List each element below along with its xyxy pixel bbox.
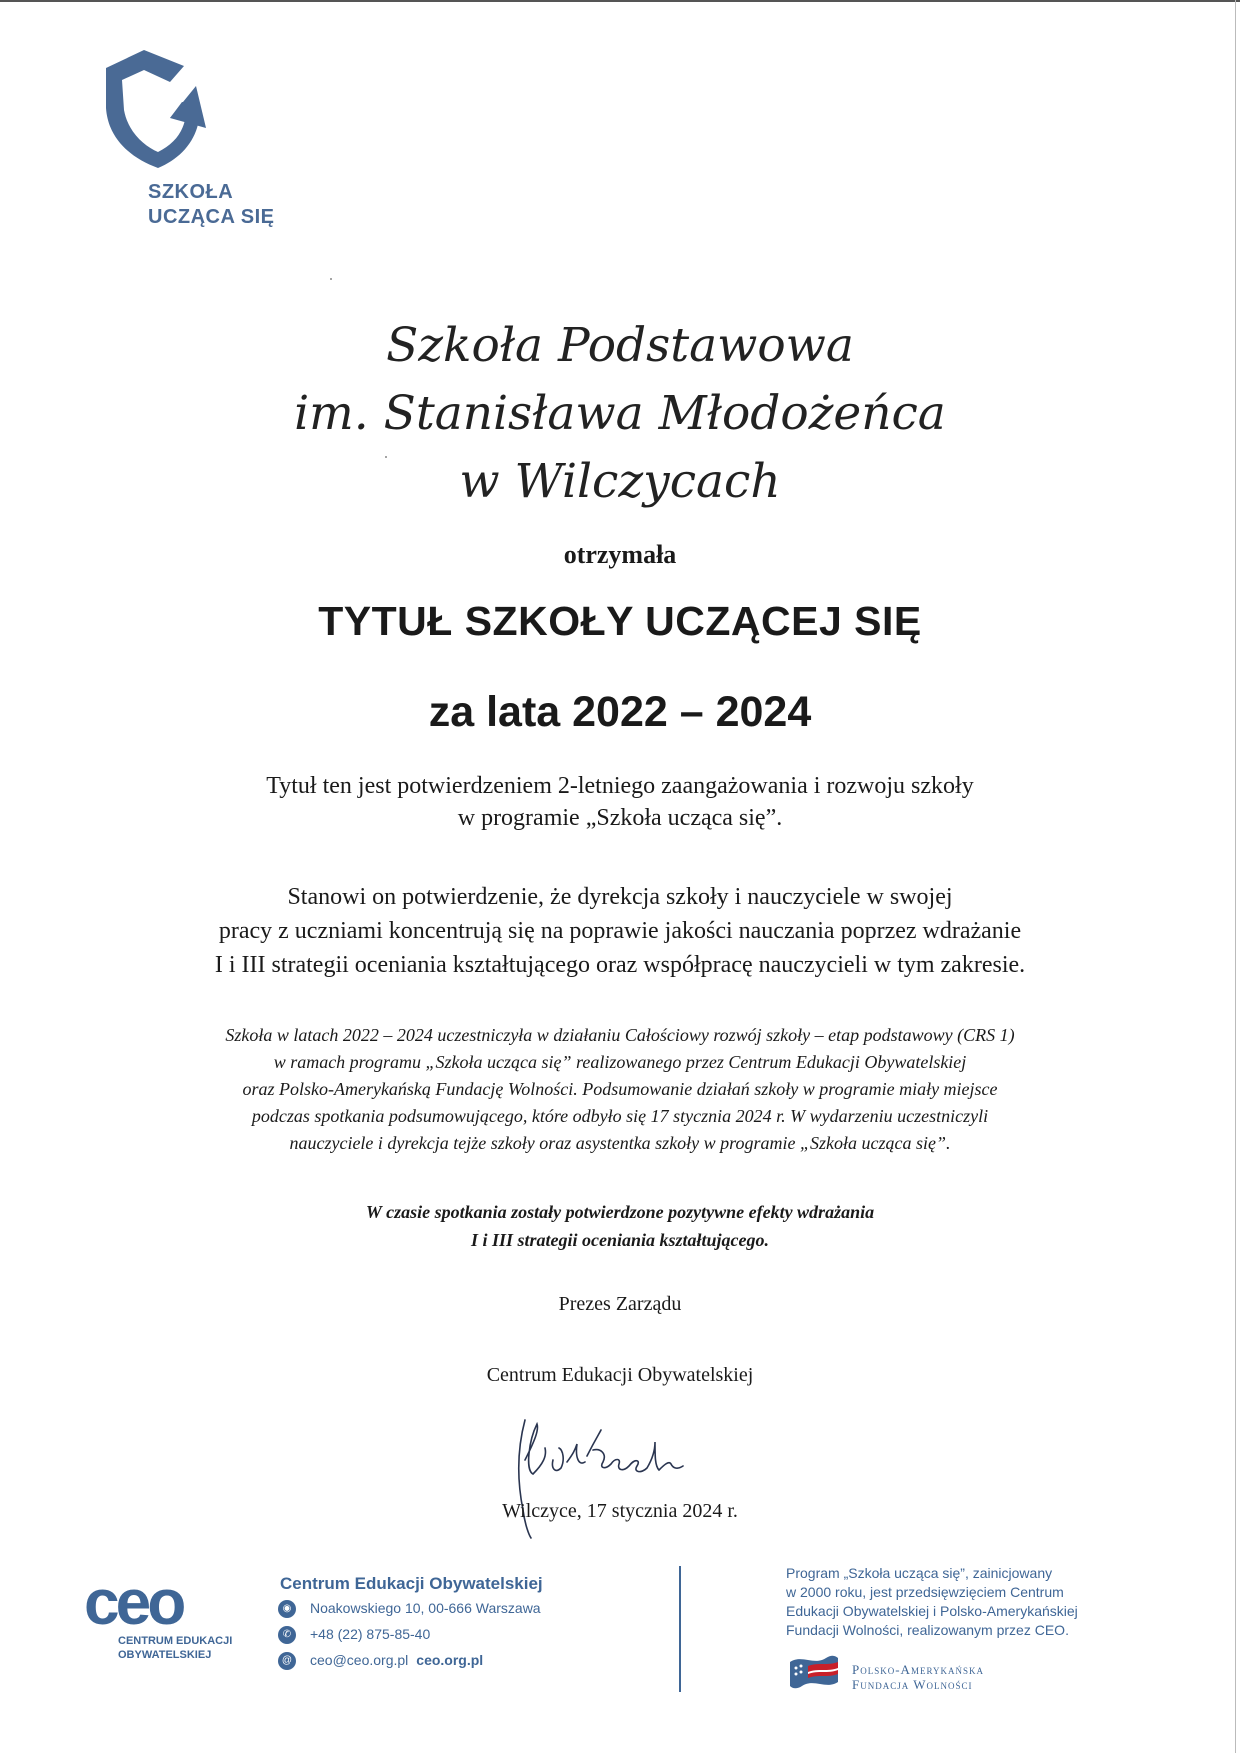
scan-top-edge	[0, 0, 1240, 2]
signatory-org: Centrum Edukacji Obywatelskiej	[486, 1364, 754, 1386]
shield-arrow-icon	[100, 48, 210, 168]
paragraph-4-line: W czasie spotkania zostały potwierdzone pozytywne efekty wdrażania	[365, 1202, 875, 1222]
paf-flag-icon	[788, 1652, 840, 1692]
program-line: Program „Szkoła ucząca się”, zainicjowany	[786, 1565, 1053, 1581]
ceo-logo	[84, 1566, 233, 1661]
program-line: w 2000 roku, jest przedsięwzięciem Centrum	[786, 1584, 1064, 1600]
received-label: otrzymała	[563, 540, 677, 569]
logo-line1: SZKOŁA	[148, 181, 234, 203]
program-line: Edukacji Obywatelskiej i Polsko-Amerykańskiej	[786, 1603, 1078, 1619]
scan-right-edge	[1235, 0, 1236, 1753]
phone-icon: ✆	[278, 1626, 296, 1644]
paragraph-3	[0, 1022, 1240, 1157]
certificate-title: TYTUŁ SZKOŁY UCZĄCEJ SIĘ	[318, 598, 922, 644]
ceo-logo-sub2: OBYWATELSKIEJ	[118, 1649, 212, 1661]
footer-phone	[278, 1626, 430, 1644]
footer-org-name: Centrum Edukacji Obywatelskiej	[280, 1574, 543, 1593]
paragraph-3-line: Szkoła w latach 2022 – 2024 uczestniczyła w działaniu Całościowy rozwój szkoły – etap podstawowy (CRS 1)	[225, 1025, 1015, 1045]
paragraph-2-line: I i III strategii oceniania kształtującego oraz współpracę nauczycieli w tym zakresie.	[214, 952, 1026, 978]
signatory-title: Prezes Zarządu	[558, 1293, 682, 1315]
paragraph-3-line: oraz Polsko-Amerykańską Fundację Wolności. Podsumowanie działań szkoły w programie miały miejsce	[242, 1079, 998, 1099]
email-icon: @	[278, 1652, 296, 1670]
paragraph-4-line: I i III strategii oceniania kształtującego.	[470, 1230, 770, 1250]
paragraph-3-line: w ramach programu „Szkoła ucząca się” realizowanego przez Centrum Edukacji Obywatelskiej	[273, 1052, 967, 1072]
website-link[interactable]: ceo.org.pl	[416, 1652, 484, 1668]
certificate-years: za lata 2022 – 2024	[428, 688, 812, 736]
program-description	[786, 1564, 1166, 1640]
location-icon: ◉	[278, 1600, 296, 1618]
school-line3: w Wilczycach	[459, 454, 781, 509]
school-name	[0, 312, 1240, 516]
phone-text: +48 (22) 875-85-40	[310, 1626, 431, 1642]
ceo-logo-sub1: CENTRUM EDUKACJI	[118, 1635, 233, 1647]
scan-speck	[330, 278, 332, 280]
paragraph-1-line: w programie „Szkoła ucząca się”.	[457, 805, 783, 831]
school-line2: im. Stanisława Młodożeńca	[294, 386, 946, 441]
paragraph-2-line: pracy z uczniami koncentrują się na poprawie jakości nauczania poprzez wdrażanie	[218, 918, 1022, 944]
paragraph-2	[0, 880, 1240, 982]
place-and-date: Wilczyce, 17 stycznia 2024 r.	[502, 1500, 738, 1522]
footer-contact-links	[278, 1652, 483, 1670]
ceo-logo-subtitle	[118, 1634, 248, 1662]
email-link[interactable]: ceo@ceo.org.pl	[310, 1652, 409, 1668]
footer-divider	[679, 1566, 681, 1692]
paf-line1: Polsko-Amerykańska	[852, 1662, 984, 1677]
paragraph-3-line: podczas spotkania podsumowującego, które odbyło się 17 stycznia 2024 r. W wydarzeniu uczestniczyli	[251, 1106, 989, 1126]
paragraph-3-line: nauczyciele i dyrekcja tejże szkoły oraz asystentka szkoły w programie „Szkoła ucząca się”.	[289, 1133, 951, 1153]
logo-line2: UCZĄCA SIĘ	[148, 206, 275, 228]
paragraph-2-line: Stanowi on potwierdzenie, że dyrekcja szkoły i nauczyciele w swojej	[287, 884, 953, 910]
program-line: Fundacji Wolności, realizowanym przez CEO.	[786, 1622, 1069, 1638]
address-text: Noakowskiego 10, 00-666 Warszawa	[310, 1600, 541, 1616]
school-line1: Szkoła Podstawowa	[386, 318, 854, 373]
program-logo-text	[148, 180, 274, 230]
paragraph-4	[0, 1198, 1240, 1254]
footer-address	[278, 1600, 541, 1618]
ceo-logo-mark: ceo	[84, 1566, 183, 1638]
paragraph-1	[0, 770, 1240, 834]
paf-name	[852, 1662, 984, 1692]
paf-line2: Fundacja Wolności	[852, 1677, 973, 1692]
paragraph-1-line: Tytuł ten jest potwierdzeniem 2-letniego zaangażowania i rozwoju szkoły	[266, 773, 974, 799]
